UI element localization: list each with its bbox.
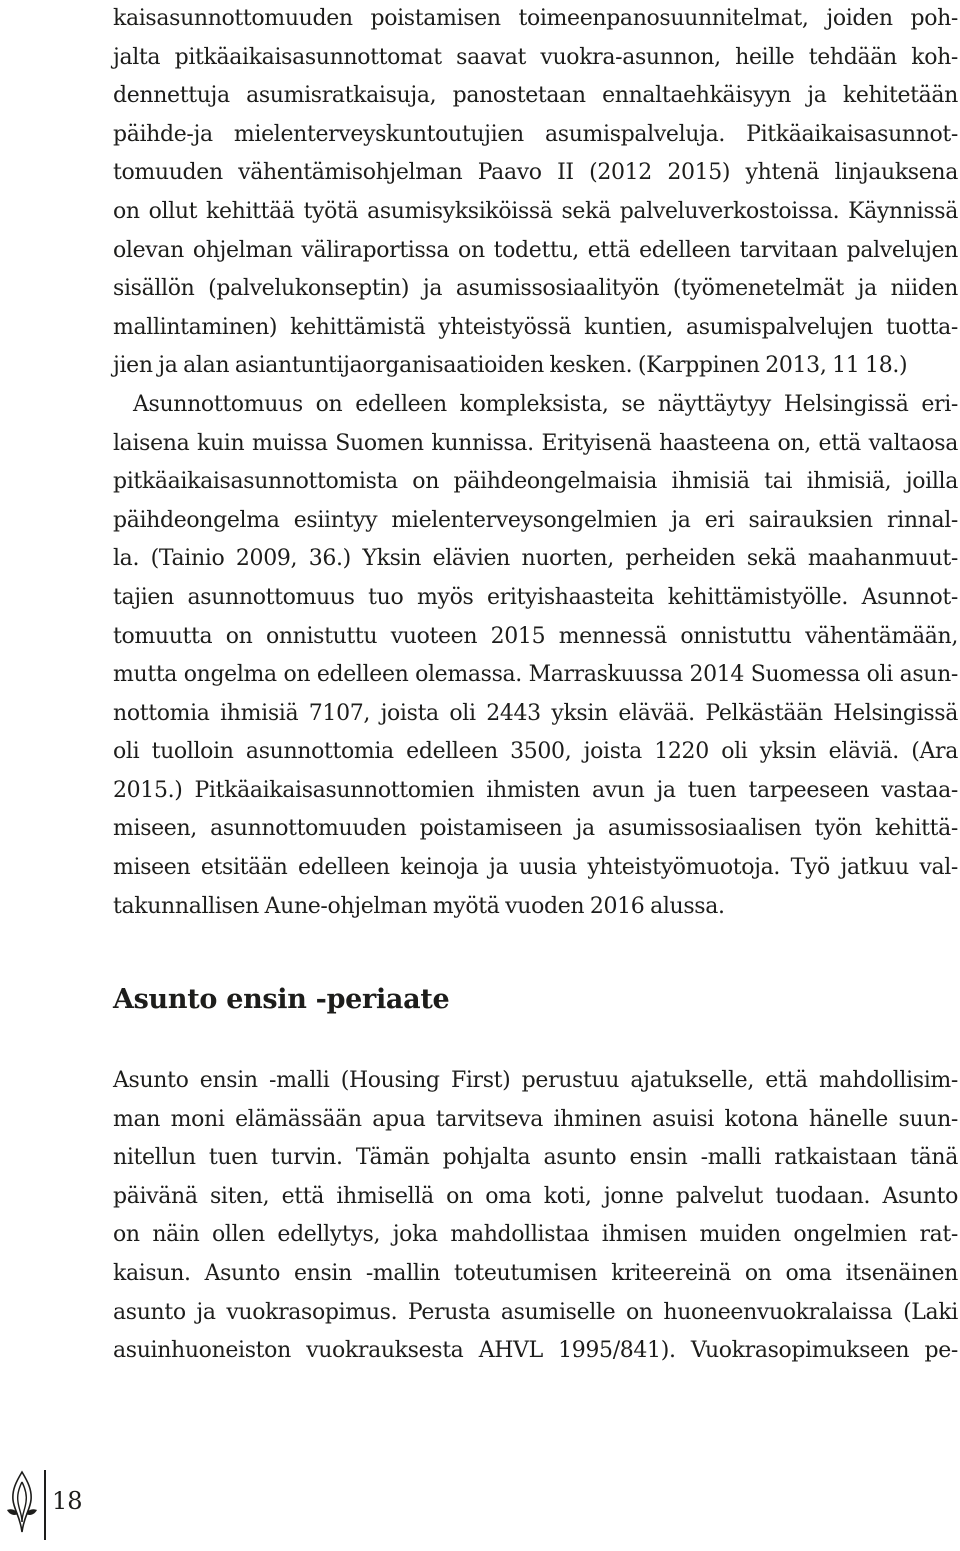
text-line: miseen, asunnottomuuden poistamiseen ja asumissosiaalisen työn kehittä- [113, 816, 958, 842]
text-line: dennettuja asumisratkaisuja, panostetaan ennaltaehkäisyyn ja kehitetään [113, 83, 958, 109]
text-line: pitkäaikaisasunnottomista on päihdeongelmaisia ihmisiä tai ihmisiä, joilla [113, 469, 958, 495]
section-heading: Asunto ensin -periaate [113, 984, 450, 1015]
text-line: mallintaminen) kehittämistä yhteistyössä kuntien, asumispalvelujen tuotta- [113, 314, 958, 340]
text-line: tajien asunnottomuus tuo myös erityishaasteita kehittämistyölle. Asunnot- [113, 584, 958, 610]
text-line: kaisun. Asunto ensin -mallin toteutumisen kriteereinä on oma itsenäinen [113, 1260, 958, 1286]
page-number: 18 [52, 1487, 83, 1515]
footer-divider [44, 1470, 46, 1540]
text-line: la. (Tainio 2009, 36.) Yksin elävien nuorten, perheiden sekä maahanmuut- [113, 546, 958, 572]
text-line: takunnallisen Aune-ohjelman myötä vuoden 2016 alussa. [113, 893, 725, 919]
text-line: 2015.) Pitkäaikaisasunnottomien ihmisten avun ja tuen tarpeeseen vastaa- [113, 777, 958, 803]
text-line: on ollut kehittää työtä asumisyksiköissä sekä palveluverkostoissa. Käynnissä [113, 198, 958, 224]
text-line: sisällön (palvelukonseptin) ja asumissosiaalityön (työmenetelmät ja niiden [113, 276, 958, 302]
text-line: jien ja alan asiantuntijaorganisaatioiden kesken. (Karppinen 2013, 11 18.) [113, 353, 908, 379]
text-line: Asunto ensin -malli (Housing First) perustuu ajatukselle, että mahdollisim- [113, 1068, 958, 1093]
text-line: kaisasunnottomuuden poistamisen toimeenpanosuunnitelmat, joiden poh- [113, 6, 958, 31]
text-line: asuinhuoneiston vuokrauksesta AHVL 1995/841). Vuokrasopimukseen pe- [113, 1338, 958, 1364]
paragraph-housing-first [113, 1062, 958, 1371]
text-line: asunto ja vuokrasopimus. Perusta asumiselle on huoneenvuokralaissa (Laki [113, 1299, 958, 1325]
text-line: mutta ongelma on edelleen olemassa. Marraskuussa 2014 Suomessa oli asun- [113, 662, 958, 688]
text-line: olevan ohjelman väliraportissa on todettu, että edelleen tarvitaan palvelujen [113, 237, 958, 263]
text-line: miseen etsitään edelleen keinoja ja uusia yhteistyömuotoja. Työ jatkuu val- [113, 855, 958, 881]
text-line: Asunnottomuus on edelleen kompleksista, se näyttäytyy Helsingissä eri- [133, 391, 958, 417]
text-line: tomuutta on onnistuttu vuoteen 2015 mennessä onnistuttu vähentämään, [113, 623, 958, 649]
text-line: man moni elämässään apua tarvitseva ihminen asuisi kotona hänelle suun- [113, 1106, 958, 1132]
paragraph-intro [113, 0, 958, 926]
text-line: nitellun tuen turvin. Tämän pohjalta asunto ensin -malli ratkaistaan tänä [113, 1145, 958, 1171]
text-line: jalta pitkäaikaisasunnottomat saavat vuokra-asunnon, heille tehdään koh- [113, 44, 958, 70]
text-line: nottomia ihmisiä 7107, joista oli 2443 yksin elävää. Pelkästään Helsingissä [113, 700, 958, 726]
logo-mark-icon [4, 1470, 40, 1534]
text-line: päivänä siten, että ihmisellä on oma koti, jonne palvelut tuodaan. Asunto [113, 1183, 958, 1209]
text-line: on näin ollen edellytys, joka mahdollistaa ihmisen muiden ongelmien rat- [113, 1222, 958, 1248]
text-line: päihde-ja mielenterveyskuntoutujien asumispalveluja. Pitkäaikaisasunnot- [113, 121, 958, 147]
text-line: tomuuden vähentämisohjelman Paavo II (2012 2015) yhtenä linjauksena [113, 160, 958, 186]
text-line: oli tuolloin asunnottomia edelleen 3500, joista 1220 oli yksin eläviä. (Ara [113, 739, 958, 765]
page-footer [0, 1470, 100, 1540]
text-line: laisena kuin muissa Suomen kunnissa. Erityisenä haasteena on, että valtaosa [113, 430, 958, 456]
text-line: päihdeongelma esiintyy mielenterveysongelmien ja eri sairauksien rinnal- [113, 507, 958, 533]
